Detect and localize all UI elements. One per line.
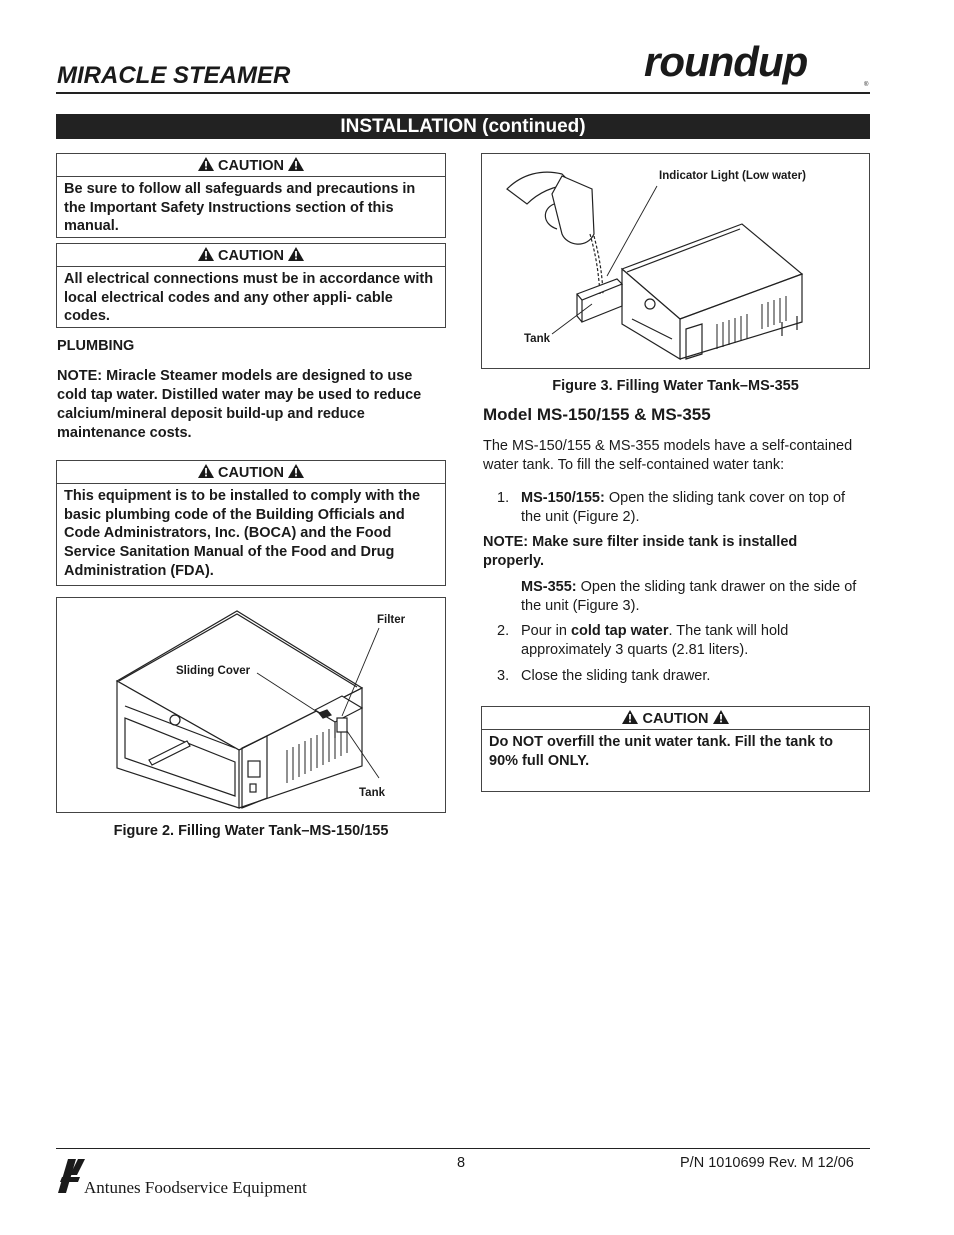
warning-triangle-icon	[198, 247, 214, 261]
step-text: Open the sliding tank cover on top of the unit (Figure 2).	[521, 490, 846, 525]
figure-3-box	[481, 153, 870, 369]
step-model-label: MS-355:	[521, 579, 577, 595]
warning-triangle-icon	[713, 710, 729, 724]
model-heading: Model MS-150/155 & MS-355	[483, 405, 711, 424]
step-3	[497, 667, 867, 686]
svg-text:roundup: roundup	[644, 42, 808, 85]
tank-label: Tank	[359, 787, 385, 799]
step-text: Open the sliding tank drawer on the side of the unit (Figure 3).	[521, 579, 857, 614]
caution-header	[57, 154, 445, 177]
caution-label: CAUTION	[217, 158, 285, 174]
step-model-label: MS-150/155:	[521, 490, 605, 506]
antunes-logo-icon	[56, 1155, 86, 1195]
filter-note: NOTE: Make sure filter inside tank is installed properly.	[483, 534, 798, 569]
caution-box-plumbing	[56, 460, 446, 586]
plumbing-heading: PLUMBING	[57, 338, 135, 354]
caution-text: Be sure to follow all safeguards and precautions in the Important Safety Instructions section of this manual.	[64, 181, 416, 235]
part-number: P/N 1010699 Rev. M 12/06	[680, 1155, 854, 1171]
caution-label: CAUTION	[217, 465, 285, 481]
figure-2-box	[56, 597, 446, 813]
footer-divider	[56, 1148, 870, 1149]
svg-text:®: ®	[864, 82, 869, 88]
section-title-bar: INSTALLATION (continued)	[56, 114, 870, 139]
roundup-logo	[640, 42, 872, 90]
plumbing-note: NOTE: Miracle Steamer models are designed to use cold tap water. Distilled water may be used to reduce calcium/mineral deposit build-up and reduce maintenance costs.	[57, 368, 422, 441]
step-text: Close the sliding tank drawer.	[521, 668, 711, 684]
figure-3-caption: Figure 3. Filling Water Tank–MS-355	[552, 378, 799, 394]
header-divider	[56, 92, 870, 94]
sliding-cover-label: Sliding Cover	[176, 665, 251, 677]
step-number: 2.	[497, 623, 510, 639]
caution-box-safety	[56, 153, 446, 238]
caution-label: CAUTION	[217, 248, 285, 264]
warning-triangle-icon	[198, 464, 214, 478]
company-name: Antunes Foodservice Equipment	[84, 1178, 307, 1197]
tank-label: Tank	[524, 333, 550, 345]
steamer-ms150-illustration	[57, 598, 445, 812]
step-text: Pour in	[521, 623, 567, 639]
step-2	[497, 622, 867, 660]
step-emphasis: cold tap water	[570, 623, 669, 639]
step-number: 3.	[497, 668, 510, 684]
page-number: 8	[457, 1155, 466, 1171]
caution-header	[57, 461, 445, 484]
warning-triangle-icon	[288, 157, 304, 171]
caution-text: Do NOT overfill the unit water tank. Fill the tank to 90% full ONLY.	[489, 734, 833, 769]
warning-triangle-icon	[288, 464, 304, 478]
warning-triangle-icon	[622, 710, 638, 724]
caution-text: All electrical connections must be in accordance with local electrical codes and any other appli- cable codes.	[64, 271, 434, 325]
step-1	[497, 489, 867, 527]
ms355-instruction	[521, 578, 871, 616]
step-number: 1.	[497, 490, 510, 506]
warning-triangle-icon	[198, 157, 214, 171]
caution-header	[482, 707, 869, 730]
caution-box-overfill	[481, 706, 870, 792]
caution-header	[57, 244, 445, 267]
model-intro: The MS-150/155 & MS-355 models have a self-contained water tank. To fill the self-contained water tank:	[483, 438, 853, 473]
caution-box-electrical	[56, 243, 446, 328]
indicator-light-label: Indicator Light (Low water)	[659, 170, 806, 182]
caution-label: CAUTION	[642, 711, 709, 727]
caution-text: This equipment is to be installed to comply with the basic plumbing code of the Building Officials and Code Administrators, Inc. (BOCA) and the Food Service Sanitation Manual of the Food and Drug Administration (FDA).	[64, 488, 421, 579]
filter-label: Filter	[377, 614, 406, 626]
document-title: MIRACLE STEAMER	[57, 62, 291, 89]
step-text: . The tank will hold approximately 3 quarts (2.81 liters).	[521, 623, 789, 658]
warning-triangle-icon	[288, 247, 304, 261]
figure-2-caption: Figure 2. Filling Water Tank–MS-150/155	[113, 823, 389, 839]
